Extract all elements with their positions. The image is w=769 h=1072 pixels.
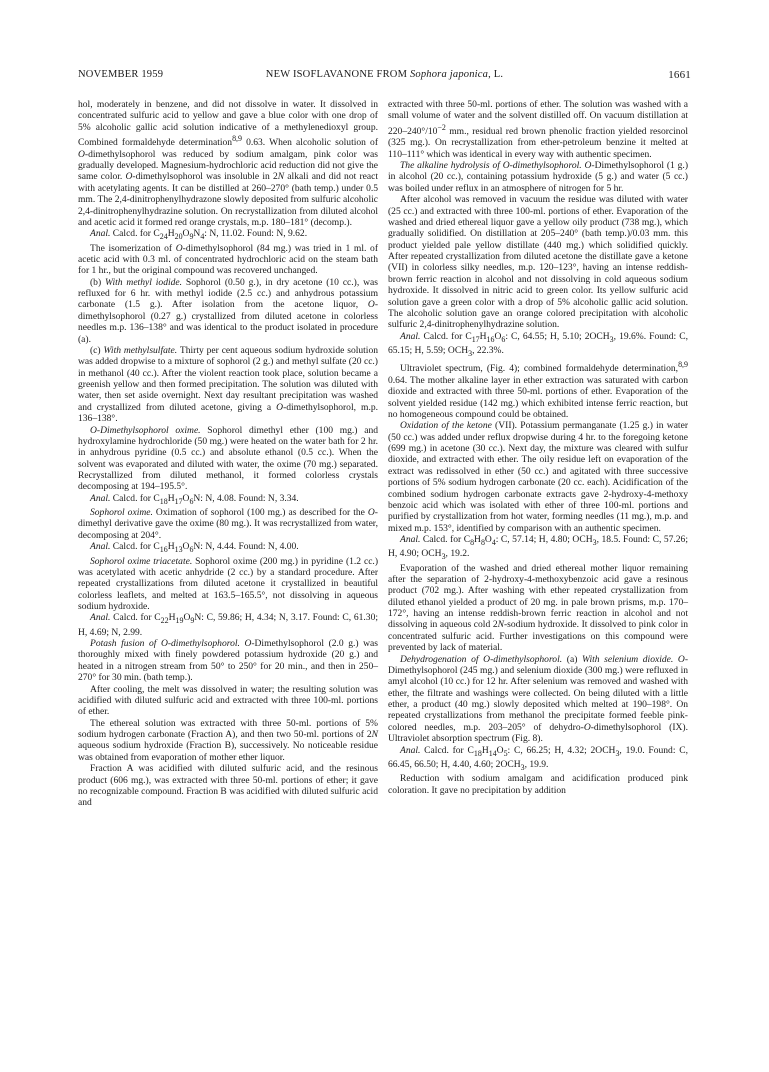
paragraph: O-Dimethylsophorol oxime. Sophorol dimethyl ether (100 mg.) and hydroxylamine hydrochloride (50 mg.) were heated on the water bath for 2 hr. in anhydrous pyridine (0.5 cc.) and absolute ethanol (0.5 cc.). When the solvent was evaporated and diluted with water, the oxime (70 mg.) separated. Recrystallized from diluted methanol, it formed colorless crystals decomposing at 194–195.5°. [78,424,378,493]
paragraph: extracted with three 50-ml. portions of ether. The solution was washed with a small volume of water and the solvent distilled off. On vacuum distillation at $220-240^\circ/10^{-2}$ mm., residual red brown phenolic fraction yielded resorcinol (325 mg.). On recrystallization from ether-petroleum benzine it melted at 110–111° which was identical in every way with authentic specimen. [388,99,688,160]
issue-date: NOVEMBER 1959 [78,69,164,80]
paragraph: After cooling, the melt was dissolved in water; the resulting solution was acidified with diluted sulfuric acid and extracted with three 100-ml. portions of ether. [78,683,378,718]
paragraph: After alcohol was removed in vacuum the residue was diluted with water (25 cc.) and extracted with three 100-ml. portions of ether. Evaporation of the washed and dried ethereal liquor gave a yellow oily product (738 mg.), which gradually solidified. On distillation at 205–240° (bath temp.)/0.03 mm. this product yielded pale yellow distillate (440 mg.) which solidified quickly. After repeated crystallization from diluted acetone the distillate gave a ketone (VII) in colorless silky needles, m.p. 120–123°, having an intense reddish-brown ferric reaction in alcohol and not dissolving in cold aqueous sodium hydroxide. It dissolved in nitric acid to green color. Its yellow sulfuric acid solution gave a green color with a drop of 5% alcoholic gallic acid solution. The alcoholic solution gave an orange colored precipitation with alcoholic sulfuric 2,4-dinitrophenylhydrazine solution. [388,194,688,331]
paragraph: Anal. Calcd. for $C_{18}H_{14}O_5$: C, 66.25; H, 4.32; $2OCH_3$, 19.0. Found: C, 66.45, 66.50; H, 4.40, 4.60; $2OCH_3$, 19.9. [388,744,688,772]
paragraph: Anal. Calcd. for $C_{16}H_{13}O_6N$: N, 4.44. Found: N, 4.00. [90,541,299,555]
paragraph: Potash fusion of O-dimethylsophorol. O-Dimethylsophorol (2.0 g.) was thoroughly mixed with finely powdered potassium hydroxide (20 g.) and heated in a nitrogen stream from 50° to 250° for 20 min., and then in 250–270° for 30 min. (bath temp.). [78,638,378,684]
article-title [78,69,691,80]
paragraph: (b) With methyl iodide. Sophorol (0.50 g.), in dry acetone (10 cc.), was refluxed for 6 hr. with methyl iodide (2.5 cc.) and anhydrous potassium carbonate (1.5 g.). After isolation from the acetone liquor, O-dimethylsophorol (0.27 g.) crystallized from diluted acetone in colorless needles m.p. 136–138° and was identical to the product isolated in procedure (a). [78,276,378,345]
paragraph: Anal. Calcd. for $C_{24}H_{20}O_9N_4$: N, 11.02. Found: N, 9.62. [90,228,308,242]
title-prefix: NEW ISOFLAVANONE FROM [265,69,410,80]
paragraph: Oxidation of the ketone (VII). Potassium permanganate (1.25 g.) in water (50 cc.) was added under reflux dropwise during 4 hr. to the foregoing ketone (699 mg.) in acetone (30 cc.). Next day, the mixture was cleared with sulfur dioxide, and extracted with ether. The oily residue left on evaporation of the extract was redissolved in ether (50 cc.) and agitated with three successive portions of 5% sodium hydrogen carbonate (20 cc. each). Acidification of the combined sodium hydrogen carbonate extracts gave 2-hydroxy-4-methoxy benzoic acid which was isolated with ether of three 100-ml. portions and purified by crystallization from hot water, forming needles (11 mg.), m.p. and mixed m.p. 153°, identified by comparison with an authentic specimen. [388,420,689,534]
page-number: 1661 [668,69,691,81]
paragraph: Fraction A was acidified with diluted sulfuric acid, and the resinous product (606 mg.), was extracted with three 50-ml. portions of ether; it gave no recognizable compound. Fraction B was acidified with diluted sulfuric acid and [78,763,378,809]
paragraph: Anal. Calcd. for $C_{17}H_{16}O_6$: C, 64.55; H, 5.10; $2OCH_3$, 19.6%. Found: C, 65.15; H, 5.59; $OCH_3$, 22.3%. [388,330,689,358]
paragraph: (c) With methylsulfate. Thirty per cent aqueous sodium hydroxide solution was added dropwise to a mixture of sophorol (2 g.) and methyl sulfate (20 cc.) in methanol (40 cc.). After the violent reaction took place, solution became a greenish yellow and then formed precipitation. The solution was diluted with water, then set aside overnight. Next day resultant precipitation was washed and crystallized from diluted acetone, giving a O-dimethylsophorol, m.p. 136–138°. [78,344,378,425]
paragraph: hol, moderately in benzene, and did not dissolve in water. It dissolved in concentrated sulfuric acid to yellow and gave a blue color with one drop of 5% alcoholic gallic acid solution indicative of a methylenedioxyl group. Combined formaldehyde determination$^{8,9}$ 0.63. When alcoholic solution of O-dimethylsophorol was reduced by sodium amalgam, pink color was gradually developed. Magnesium-hydrochloric acid reduction did not give the same color. O-dimethylsophorol was insoluble in 2N alkali and did not react with acetylating agents. It can be distilled at 260–270° (bath temp.) under 0.5 mm. The 2,4-dinitrophenylhydrazone slowly deposited from sulfuric alcoholic 2,4-dinitrophenylhydrazine solution. On recrystallization from diluted alcohol and acetic acid it formed red orange crystals, m.p. 180–181° (decomp.). [78,99,379,228]
title-species: Sophora japonica [409,69,489,80]
paragraph: Dehydrogenation of O-dimethylsophorol. (a) With selenium dioxide. O-Dimethylsophorol (245 mg.) and selenium dioxide (300 mg.) were refluxed in amyl alcohol (10 cc.) for 12 hr. After selenium was removed and washed with ether, the filtrate and washings were collected. On being diluted with a little ether, a product (40 mg.) slowly deposited which melted at 190–198°. On repeated crystallizations from methanol the precipitate formed feeble pink-colored needles, m.p. 203–205° of dehydro-O-dimethylsophorol (IX). Ultraviolet absorption spectrum (Fig. 8). [388,653,689,745]
paragraph: The ethereal solution was extracted with three 50-ml. portions of 5% sodium hydrogen carbonate (Fraction A), and then two 50-ml. portions of 2N aqueous sodium hydroxide (Fraction B), successively. No noticeable residue was obtained from evaporation of mother ether liquor. [78,717,378,763]
paragraph: Anal. Calcd. for $C_8H_8O_4$: C, 57.14; H, 4.80; $OCH_3$, 18.5. Found: C, 57.26; H, 4.90; $OCH_3$, 19.2. [388,534,688,562]
paragraph: The isomerization of O-dimethylsophorol (84 mg.) was tried in 1 ml. of acetic acid with 0.3 ml. of concentrated hydrochloric acid on the steam bath for 1 hr., but the original compound was recovered unchanged. [78,242,378,277]
paragraph: Anal. Calcd. for $C_{22}H_{19}O_9N$: C, 59.86; H, 4.34; N, 3.17. Found: C, 61.30; H, 4.69; N, 2.99. [78,612,378,638]
paragraph: Anal. Calcd. for $C_{18}H_{17}O_6N$: N, 4.08. Found: N, 3.34. [90,492,299,506]
paragraph: Sophorol oxime. Oximation of sophorol (100 mg.) as described for the O-dimethyl derivative gave the oxime (80 mg.). It was recrystallized from water, decomposing at 204°. [78,507,378,541]
paragraph: Sophorol oxime triacetate. Sophorol oxime (200 mg.) in pyridine (1.2 cc.) was acetylated with acetic anhydride (2 cc.) by a standard procedure. After repeated crystallizations from diluted acetone it crystallized in beautiful colorless leaflets, and melted at 163.5–165.5°, not dissolving in aqueous sodium hydroxide. [78,555,378,613]
right-column [388,99,688,796]
title-suffix: , L. [488,69,504,80]
left-column [78,99,378,809]
paragraph: The alkaline hydrolysis of O-dimethylsophorol. O-Dimethylsophorol (1 g.) in alcohol (20 cc.), containing potassium hydroxide (5 g.) and water (5 cc.) was boiled under reflux in an atmosphere of nitrogen for 5 hr. [388,160,688,194]
running-head [78,69,691,83]
paragraph: Evaporation of the washed and dried ethereal mother liquor remaining after the separation of 2-hydroxy-4-methoxybenzoic acid gave a resinous product (702 mg.). After washing with ether repeated crystallization from diluted ethanol yielded a product of 20 mg. in pale brown prisms, m.p. 170–172°, having an intense reddish-brown ferric reaction in alcohol and not dissolving in aqueous cold 2N-sodium hydroxide. It dissolved to pink color in concentrated sulfuric acid. Further investigations on this compound were prevented by lack of material. [388,562,688,654]
paragraph: Reduction with sodium amalgam and acidification produced pink coloration. It gave no precipitation by addition [388,773,688,796]
paragraph: Ultraviolet spectrum, (Fig. 4); combined formaldehyde determination,$^{8,9}$ 0.64. The mother alkaline layer in ether extraction was saturated with carbon dioxide and extracted with three 50-ml. portions of ether. Evaporation of the solvent yielded residue (142 mg.) which exhibited intense ferric reaction, but no homogeneous compound could be obtained. [388,360,688,420]
